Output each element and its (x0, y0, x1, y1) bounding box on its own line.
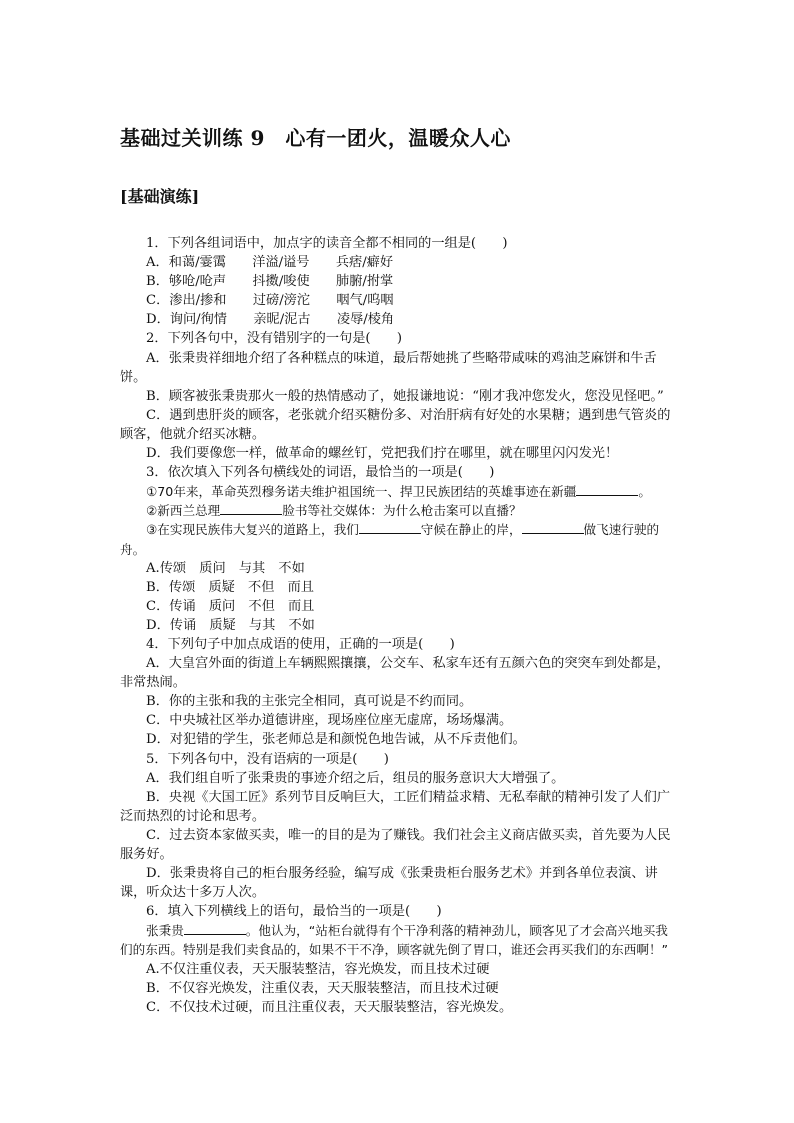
question-6 (120, 902, 676, 1017)
option-c: C．传诵 质问 不但 而且 (146, 598, 315, 614)
option-b: B．不仅容光焕发，注重仪表，天天服装整洁，而且技术过硬 (146, 980, 499, 996)
question-1 (120, 234, 676, 329)
option-a: A．大皇宫外面的街道上车辆熙熙攘攘，公交车、私家车还有五颜六色的突突车到处都是，非常热闹。 (120, 656, 670, 691)
sentence-text: 做飞速行驶的舟。 (120, 522, 660, 557)
question-2 (120, 329, 676, 463)
option-d: D．询问/徇情 亲昵/泥古 凌辱/棱角 (146, 312, 395, 328)
option-c: C．过去资本家做买卖，唯一的目的是为了赚钱。我们社会主义商店做买卖，首先要为人民服务好。 (120, 827, 671, 862)
option-d: D．对犯错的学生，张老师总是和颜悦色地告诫，从不斥责他们。 (146, 732, 526, 748)
question-3 (120, 463, 676, 635)
blank-line (576, 482, 638, 496)
question-stem: 4．下列句子中加点成语的使用，正确的一项是( ) (146, 636, 455, 652)
option-d: D．传诵 质疑 与其 不如 (146, 617, 315, 633)
section-heading: [基础演练] (120, 187, 200, 206)
option-a: A．和蔼/霎霭 洋溢/谥号 兵痞/癖好 (146, 255, 394, 271)
passage (120, 921, 676, 959)
sentence-text: 脸书等社交媒体：为什么枪击案可以直播？ (282, 503, 522, 519)
option-a: A．张秉贵祥细地介绍了各种糕点的味道，最后帮她挑了些略带咸味的鸡油芝麻饼和牛舌饼。 (120, 350, 657, 385)
option-c: C．中央城社区举办道德讲座，现场座位座无虚席，场场爆满。 (146, 713, 513, 729)
sentence-3 (120, 520, 676, 558)
option-d: D．我们要像您一样，做革命的螺丝钉，党把我们拧在哪里，就在哪里闪闪发光！ (146, 446, 619, 462)
sentence-text: 守候在静止的岸， (420, 522, 522, 538)
question-stem: 2．下列各句中，没有错别字的一句是( ) (146, 331, 403, 347)
blank-line (522, 520, 584, 534)
option-b: B．你的主张和我的主张完全相同，真可说是不约而同。 (146, 694, 473, 710)
blank-line (184, 921, 246, 935)
question-stem: 5．下列各句中，没有语病的一项是( ) (146, 751, 389, 767)
sentence-2 (120, 501, 676, 520)
option-c: C．不仅技术过硬，而且注重仪表，天天服装整洁，容光焕发。 (146, 999, 513, 1015)
question-4 (120, 635, 676, 750)
blank-line (359, 520, 421, 534)
question-stem: 1．下列各组词语中，加点字的读音全都不相同的一组是( ) (146, 236, 508, 251)
blank-line (220, 501, 282, 515)
option-d: D．张秉贵将自己的柜台服务经验，编写成《张秉贵柜台服务艺术》并到各单位表演、讲课，听众达十多万人次。 (120, 866, 658, 901)
option-c: C．遇到患肝炎的顾客，老张就介绍买糖份多、对治肝病有好处的水果糖；遇到患气管炎的顾客，他就介绍买冰糖。 (120, 407, 671, 442)
option-c: C．渗出/掺和 过磅/滂沱 咽气/呜咽 (146, 293, 394, 309)
sentence-text: 。 (638, 484, 651, 500)
option-b: B．传颂 质疑 不但 而且 (146, 579, 314, 595)
question-5 (120, 750, 676, 903)
option-b: B．够呛/呛声 抖擞/唆使 肺腑/拊掌 (146, 274, 394, 290)
passage-text: 。他认为，“站柜台就得有个干净利落的精神劲儿，顾客见了才会高兴地买我们的东西。特别是我们卖食品的，如果不干不净，顾客就先倒了胃口，谁还会再买我们的东西啊！” (120, 923, 669, 958)
sentence-text: ①70年来，革命英烈穆务诺夫维护祖国统一、捍卫民族团结的英雄事迹在新疆 (146, 484, 577, 500)
sentence-text: ②新西兰总理 (146, 503, 221, 519)
page-title: 基础过关训练 9 心有一团火，温暖众人心 (120, 126, 511, 150)
exercise-body (120, 234, 676, 1017)
question-stem: 3．依次填入下列各句横线处的词语，最恰当的一项是( ) (146, 465, 495, 481)
option-a: A.不仅注重仪表，天天服装整洁，容光焕发，而且技术过硬 (146, 961, 490, 977)
option-b: B．央视《大国工匠》系列节目反响巨大，工匠们精益求精、无私奉献的精神引发了人们广泛而热烈的讨论和思考。 (120, 789, 670, 824)
sentence-text: ③在实现民族伟大复兴的道路上，我们 (146, 522, 359, 538)
option-a: A．我们组自听了张秉贵的事迹介绍之后，组员的服务意识大大增强了。 (146, 770, 565, 786)
passage-text: 张秉贵 (146, 923, 184, 939)
sentence-1 (120, 482, 676, 501)
option-a: A.传颂 质问 与其 不如 (146, 560, 305, 576)
option-b: B．顾客被张秉贵那火一般的热情感动了，她报谦地说：“刚才我冲您发火，您没见怪吧。” (146, 388, 664, 404)
question-stem: 6．填入下列横线上的语句，最恰当的一项是( ) (146, 904, 442, 920)
